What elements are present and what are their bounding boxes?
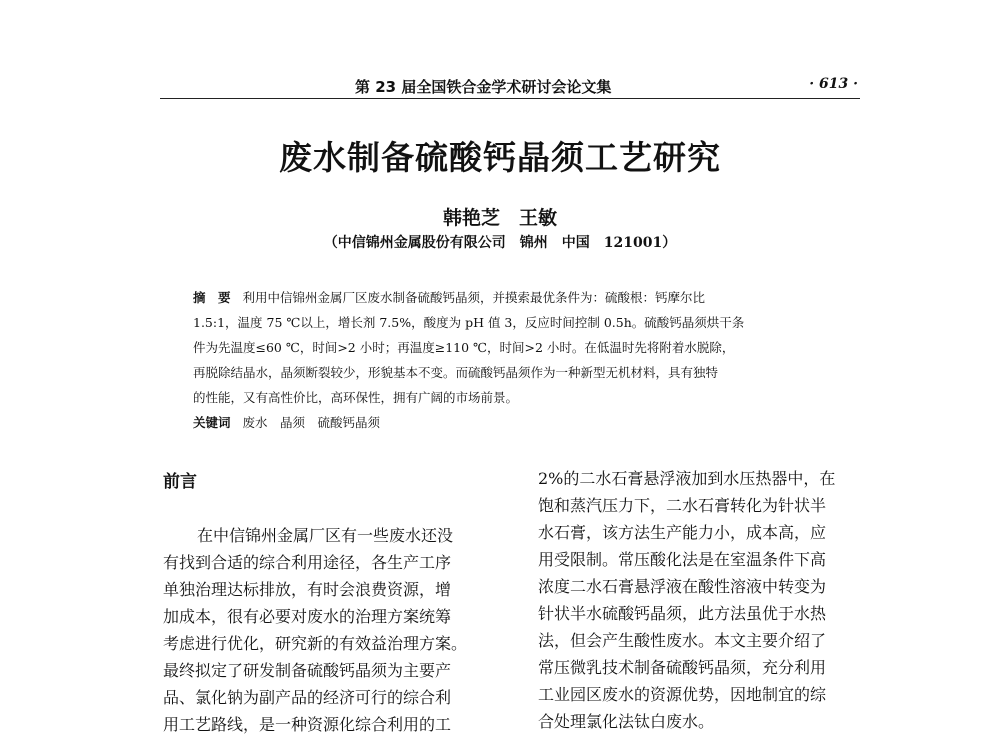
body-line: 品、氯化钠为副产品的经济可行的综合利 (163, 688, 452, 707)
right-column (538, 467, 868, 737)
abstract-label: 摘 要 (193, 290, 231, 305)
section-heading: 前言 (163, 472, 197, 492)
body-line: 饱和蒸汽压力下，二水石膏转化为针状半 (538, 496, 827, 515)
body-line: 常压微乳技术制备硫酸钙晶须，充分利用 (538, 658, 827, 677)
affiliation: （中信锦州金属股份有限公司 锦州 中国 121001） (323, 235, 677, 251)
running-header (160, 74, 860, 99)
authors: 韩艳芝 王敏 (442, 207, 557, 229)
keywords-text: 废水 晶须 硫酸钙晶须 (242, 415, 380, 430)
body-line: 用受限制。常压酸化法是在室温条件下高 (538, 550, 827, 569)
abstract-line: 1.5:1，温度 75 ℃以上，增长剂 7.5%，酸度为 pH 值 3，反应时间控制 0.5h。硫酸钙晶须烘干条 (193, 315, 745, 330)
body-line: 在中信锦州金属厂区有一些废水还没 (197, 526, 454, 545)
body-line: 浓度二水石膏悬浮液在酸性溶液中转变为 (538, 577, 827, 596)
journal-name: 第 23 届全国铁合金学术研讨会论文集 (355, 78, 612, 96)
abstract-text: 利用中信锦州金属厂区废水制备硫酸钙晶须，并摸索最优条件为：硫酸根：钙摩尔比 (242, 290, 705, 305)
left-column (163, 470, 493, 740)
body-line: 单独治理达标排放，有时会浪费资源，增 (163, 580, 452, 599)
body-line: 法，但会产生酸性废水。本文主要介绍了 (538, 631, 827, 650)
body-line: 2%的二水石膏悬浮液加到水压热器中，在 (538, 469, 836, 488)
body-line: 加成本，很有必要对废水的治理方案统筹 (163, 607, 452, 626)
keywords-label: 关键词 (193, 415, 231, 430)
body-line: 最终拟定了研发制备硫酸钙晶须为主要产 (163, 661, 452, 680)
body-line: 工业园区废水的资源优势，因地制宜的综 (538, 685, 827, 704)
body-line: 针状半水硫酸钙晶须，此方法虽优于水热 (538, 604, 827, 623)
body-line: 水石膏，该方法生产能力小，成本高，应 (538, 523, 827, 542)
body-line: 合处理氯化法钛白废水。 (538, 712, 715, 731)
body-line: 考虑进行优化，研究新的有效益治理方案。 (163, 634, 468, 653)
abstract-line: 件为先温度≤60 ℃，时间>2 小时；再温度≥110 ℃，时间>2 小时。在低温时先将附着水脱除， (193, 340, 735, 355)
paper-title: 废水制备硫酸钙晶须工艺研究 (279, 138, 721, 177)
page-number: · 613 · (809, 76, 858, 92)
abstract-line: 再脱除结晶水，晶须断裂较少，形貌基本不变。而硫酸钙晶须作为一种新型无机材料，具有独特 (193, 365, 719, 380)
body-line: 有找到合适的综合利用途径，各生产工序 (163, 553, 452, 572)
body-line: 用工艺路线，是一种资源化综合利用的工 (163, 715, 452, 734)
abstract-line (193, 287, 833, 312)
keywords (193, 412, 833, 437)
abstract-line: 的性能，又有高性价比，高环保性，拥有广阔的市场前景。 (193, 390, 519, 405)
abstract (193, 287, 833, 437)
